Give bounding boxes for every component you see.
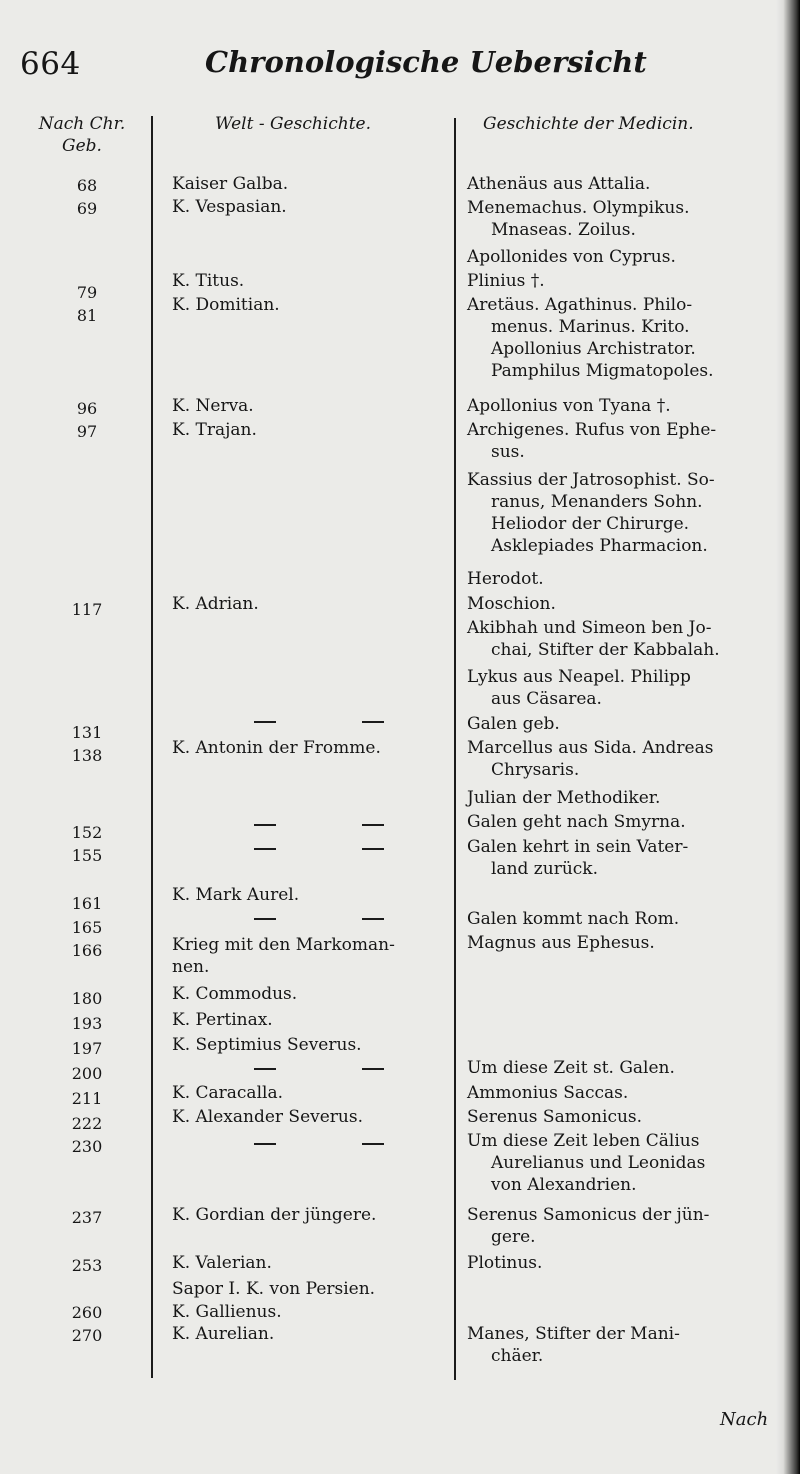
medicine-history-entry-line: Galen kehrt in sein Vater- [467, 837, 689, 857]
medicine-history-entry [467, 197, 689, 241]
ditto-dash [362, 1143, 384, 1145]
ditto-dash [362, 721, 384, 723]
column-rule-left [151, 116, 153, 1378]
year-entry: 165 [71, 918, 103, 937]
year-entry: 155 [71, 846, 103, 865]
year-entry: 166 [71, 941, 103, 960]
world-history-entry [172, 270, 244, 292]
world-history-entry [172, 294, 280, 316]
medicine-history-entry-line: chäer. [491, 1346, 544, 1366]
medicine-history-entry-line: Archigenes. Rufus von Ephe- [467, 420, 717, 440]
world-history-entry-line: K. Alexander Severus. [172, 1107, 364, 1127]
medicine-history-entry [467, 568, 544, 590]
page-number: 664 [20, 46, 81, 82]
medicine-history-entry-line: Heliodor der Chirurge. [491, 514, 690, 534]
column-header-medicine-history: Geschichte der Medicin. [483, 114, 694, 134]
medicine-history-entry-line: sus. [491, 442, 525, 462]
medicine-history-entry-line: Um diese Zeit leben Cälius [467, 1131, 700, 1151]
medicine-history-entry-line: Aretäus. Agathinus. Philo- [467, 295, 693, 315]
year-entry: 68 [76, 176, 98, 195]
medicine-history-entry-line: Athenäus aus Attalia. [467, 174, 651, 194]
year-entry: 197 [71, 1039, 103, 1058]
world-history-entry-line: K. Septimius Severus. [172, 1035, 362, 1055]
medicine-history-entry-line: Apollonides von Cyprus. [467, 247, 676, 267]
world-history-entry-line: K. Adrian. [172, 594, 259, 614]
medicine-history-entry-line: aus Cäsarea. [491, 689, 602, 709]
medicine-history-entry-line: Lykus aus Neapel. Philipp [467, 667, 691, 687]
medicine-history-entry-line: land zurück. [491, 859, 599, 879]
world-history-entry-line: K. Nerva. [172, 396, 254, 416]
world-history-entry [172, 419, 257, 441]
world-history-entry-line: K. Aurelian. [172, 1324, 275, 1344]
ditto-dashes [172, 1058, 402, 1080]
medicine-history-entry-line: Plinius †. [467, 271, 545, 291]
year-entry: 200 [71, 1064, 103, 1083]
world-history-entry [172, 196, 287, 218]
world-history-entry [172, 1082, 283, 1104]
world-history-entry [172, 934, 395, 978]
ditto-dashes [172, 814, 402, 836]
medicine-history-entry [467, 270, 545, 292]
year-entry: 161 [71, 894, 103, 913]
medicine-history-entry-line: Menemachus. Olympikus. [467, 198, 690, 218]
medicine-history-entry-line: chai, Stifter der Kabbalah. [491, 640, 720, 660]
medicine-history-entry [467, 395, 671, 417]
column-header-world-history: Welt - Geschichte. [215, 114, 372, 134]
world-history-entry-line: K. Pertinax. [172, 1010, 273, 1030]
medicine-history-entry [467, 1057, 675, 1079]
medicine-history-entry [467, 294, 714, 382]
medicine-history-entry-line: Herodot. [467, 569, 544, 589]
medicine-history-entry-line: Um diese Zeit st. Galen. [467, 1058, 675, 1078]
world-history-entry-line: Sapor I. K. von Persien. [172, 1279, 376, 1299]
ditto-dashes [172, 1133, 402, 1155]
year-entry: 260 [71, 1303, 103, 1322]
ditto-dash [362, 824, 384, 826]
medicine-history-entry [467, 713, 560, 735]
medicine-history-entry-line: gere. [491, 1227, 536, 1247]
ditto-dash [254, 918, 276, 920]
year-entry: 97 [76, 422, 98, 441]
medicine-history-entry-line: Julian der Methodiker. [467, 788, 661, 808]
ditto-dashes [172, 908, 402, 930]
year-entry: 211 [71, 1089, 103, 1108]
medicine-history-entry-line: ranus, Menanders Sohn. [491, 492, 703, 512]
ditto-dash [362, 848, 384, 850]
world-history-entry-line: nen. [172, 957, 210, 977]
ditto-dash [254, 1143, 276, 1145]
column-rule-right [454, 118, 456, 1380]
world-history-entry-line: Krieg mit den Markoman- [172, 935, 395, 955]
running-title: Chronologische Uebersicht [205, 45, 647, 79]
medicine-history-entry-line: Serenus Samonicus. [467, 1107, 643, 1127]
world-history-entry [172, 1034, 362, 1056]
world-history-entry [172, 1252, 272, 1274]
year-entry: 138 [71, 746, 103, 765]
world-history-entry [172, 983, 297, 1005]
medicine-history-entry [467, 908, 679, 930]
world-history-entry [172, 1278, 375, 1300]
medicine-history-entry-line: Aurelianus und Leonidas [491, 1153, 706, 1173]
column-header-year: Nach Chr. Geb. [38, 114, 126, 156]
year-entry: 230 [71, 1137, 103, 1156]
medicine-history-entry [467, 836, 688, 880]
ditto-dash [254, 1068, 276, 1070]
medicine-history-entry [467, 932, 655, 954]
medicine-history-entry [467, 1204, 709, 1248]
world-history-entry-line: K. Mark Aurel. [172, 885, 300, 905]
medicine-history-entry-line: Mnaseas. Zoilus. [491, 220, 636, 240]
medicine-history-entry-line: Magnus aus Ephesus. [467, 933, 655, 953]
world-history-entry [172, 1323, 274, 1345]
ditto-dash [254, 721, 276, 723]
catchword: Nach [720, 1409, 769, 1430]
year-entry: 69 [76, 199, 98, 218]
medicine-history-entry-line: Kassius der Jatrosophist. So- [467, 470, 715, 490]
world-history-entry [172, 1204, 376, 1226]
medicine-history-entry-line: Chrysaris. [491, 760, 580, 780]
world-history-entry [172, 884, 299, 906]
medicine-history-entry-line: Apollonius von Tyana †. [467, 396, 671, 416]
world-history-entry-line: K. Commodus. [172, 984, 298, 1004]
medicine-history-entry [467, 617, 720, 661]
medicine-history-entry-line: Serenus Samonicus der jün- [467, 1205, 710, 1225]
medicine-history-entry-line: Ammonius Saccas. [467, 1083, 629, 1103]
medicine-history-entry-line: Pamphilus Migmatopoles. [491, 361, 714, 381]
world-history-entry-line: K. Valerian. [172, 1253, 272, 1273]
year-entry: 152 [71, 823, 103, 842]
medicine-history-entry-line: Moschion. [467, 594, 556, 614]
medicine-history-entry [467, 1082, 628, 1104]
year-entry: 237 [71, 1208, 103, 1227]
world-history-entry-line: K. Vespasian. [172, 197, 287, 217]
medicine-history-entry [467, 787, 660, 809]
year-entry: 193 [71, 1014, 103, 1033]
medicine-history-entry-line: Apollonius Archistrator. [491, 339, 696, 359]
medicine-history-entry [467, 1106, 642, 1128]
ditto-dashes [172, 711, 402, 733]
world-history-entry [172, 395, 254, 417]
world-history-entry-line: Kaiser Galba. [172, 174, 289, 194]
medicine-history-entry-line: Marcellus aus Sida. Andreas [467, 738, 714, 758]
world-history-entry-line: K. Gordian der jüngere. [172, 1205, 377, 1225]
medicine-history-entry-line: Manes, Stifter der Mani- [467, 1324, 680, 1344]
page-edge-shadow [776, 0, 800, 1474]
medicine-history-entry [467, 811, 686, 833]
medicine-history-entry-line: menus. Marinus. Krito. [491, 317, 690, 337]
world-history-entry [172, 1106, 363, 1128]
medicine-history-entry [467, 469, 715, 557]
ditto-dash [254, 848, 276, 850]
world-history-entry-line: K. Antonin der Fromme. [172, 738, 381, 758]
world-history-entry [172, 737, 381, 759]
medicine-history-entry [467, 419, 716, 463]
medicine-history-entry-line: Akibhah und Simeon ben Jo- [467, 618, 712, 638]
medicine-history-entry [467, 1252, 542, 1274]
year-entry: 96 [76, 399, 98, 418]
year-entry: 253 [71, 1256, 103, 1275]
medicine-history-entry-line: Plotinus. [467, 1253, 543, 1273]
ditto-dash [362, 1068, 384, 1070]
year-entry: 180 [71, 989, 103, 1008]
ditto-dash [362, 918, 384, 920]
world-history-entry [172, 1009, 273, 1031]
medicine-history-entry-line: Asklepiades Pharmacion. [491, 536, 708, 556]
medicine-history-entry [467, 246, 676, 268]
year-entry: 222 [71, 1114, 103, 1133]
world-history-entry [172, 1301, 282, 1323]
world-history-entry-line: K. Gallienus. [172, 1302, 282, 1322]
world-history-entry-line: K. Titus. [172, 271, 245, 291]
world-history-entry-line: K. Domitian. [172, 295, 280, 315]
medicine-history-entry-line: Galen geb. [467, 714, 560, 734]
medicine-history-entry [467, 1130, 705, 1196]
year-entry: 117 [71, 600, 103, 619]
world-history-entry [172, 173, 288, 195]
medicine-history-entry [467, 593, 556, 615]
medicine-history-entry [467, 737, 713, 781]
medicine-history-entry [467, 173, 650, 195]
world-history-entry-line: K. Caracalla. [172, 1083, 283, 1103]
year-entry: 131 [71, 723, 103, 742]
medicine-history-entry [467, 1323, 680, 1367]
medicine-history-entry-line: Galen geht nach Smyrna. [467, 812, 686, 832]
ditto-dash [254, 824, 276, 826]
year-entry: 270 [71, 1326, 103, 1345]
world-history-entry-line: K. Trajan. [172, 420, 257, 440]
medicine-history-entry-line: Galen kommt nach Rom. [467, 909, 680, 929]
year-entry: 81 [76, 306, 98, 325]
year-entry: 79 [76, 283, 98, 302]
ditto-dashes [172, 838, 402, 860]
world-history-entry [172, 593, 259, 615]
medicine-history-entry-line: von Alexandrien. [491, 1175, 637, 1195]
medicine-history-entry [467, 666, 691, 710]
